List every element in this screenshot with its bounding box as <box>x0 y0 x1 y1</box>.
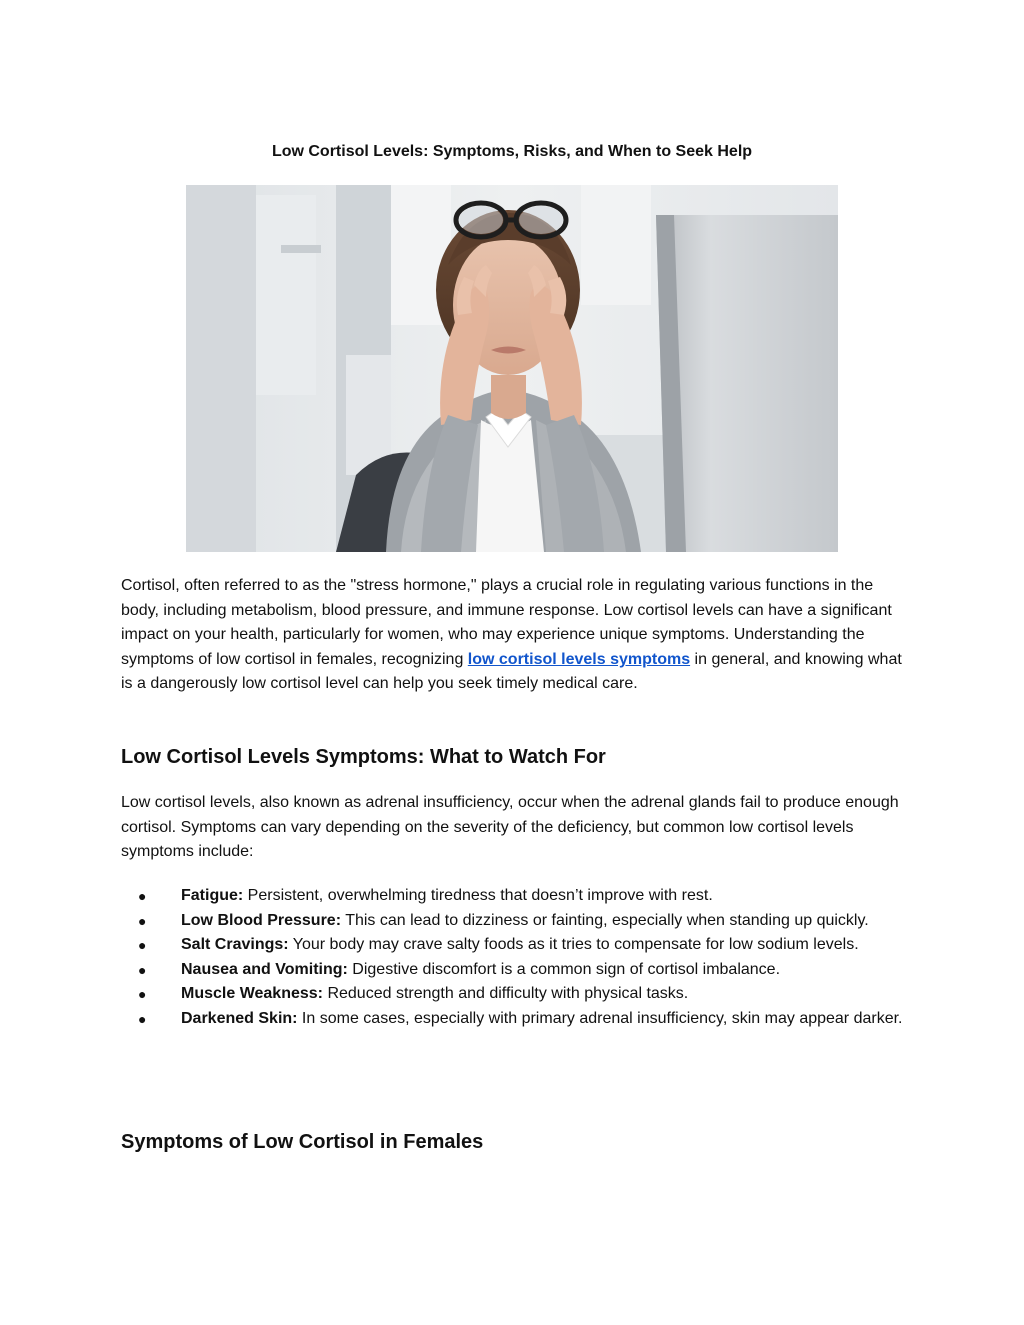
symptoms-list <box>121 884 911 1032</box>
list-item <box>121 982 911 1007</box>
document-title: Low Cortisol Levels: Symptoms, Risks, and When to Seek Help <box>271 143 753 160</box>
section-heading-females: Symptoms of Low Cortisol in Females <box>121 1131 484 1153</box>
bullet-icon: ● <box>138 912 147 929</box>
symptom-term: Darkened Skin: <box>181 1009 298 1027</box>
symptom-term: Fatigue: <box>181 887 244 904</box>
symptom-term: Nausea and Vomiting: <box>181 960 348 978</box>
symptom-description: Digestive discomfort is a common sign of cortisol imbalance. <box>347 960 781 978</box>
bullet-icon: ● <box>138 986 147 1003</box>
bullet-icon: ● <box>138 1010 147 1027</box>
intro-paragraph <box>121 574 911 697</box>
symptom-description: Reduced strength and difficulty with physical tasks. <box>323 985 689 1003</box>
bullet-icon: ● <box>138 888 147 904</box>
symptom-term: Salt Cravings: <box>181 936 289 954</box>
tired-woman-illustration <box>186 185 838 552</box>
low-cortisol-symptoms-link[interactable]: low cortisol levels symptoms <box>467 650 691 668</box>
list-item <box>121 933 911 958</box>
intro-text-before-link: Cortisol, often referred to as the "stress hormone," plays a crucial role in regulating various functions in the body, including metabolism, blood pressure, and immune response. Low cortisol levels can have a significant impact on your health, particularly for women, who may experience unique symptoms. Understanding the symptoms of low cortisol in females, recognizing <box>121 577 892 668</box>
bullet-icon: ● <box>138 937 147 954</box>
symptom-description: In some cases, especially with primary adrenal insufficiency, skin may appear darker. <box>297 1009 903 1027</box>
symptom-description: Persistent, overwhelming tiredness that doesn’t improve with rest. <box>243 887 713 904</box>
list-item <box>121 884 911 909</box>
intro-text-after-link: in general, and knowing what is a dangerously low cortisol level can help you seek timely medical care. <box>121 650 902 693</box>
symptom-description: Your body may crave salty foods as it tries to compensate for low sodium levels. <box>288 936 859 954</box>
symptom-term: Low Blood Pressure: <box>181 911 342 929</box>
section-heading-what-to-watch: Low Cortisol Levels Symptoms: What to Watch For <box>121 746 606 768</box>
list-item <box>121 958 911 983</box>
list-item <box>121 909 911 934</box>
symptom-term: Muscle Weakness: <box>181 985 323 1003</box>
hero-photo <box>186 185 838 552</box>
list-item <box>121 1007 911 1032</box>
bullet-icon: ● <box>138 961 147 978</box>
section-paragraph: Low cortisol levels, also known as adrenal insufficiency, occur when the adrenal glands fail to produce enough cortisol. Symptoms can vary depending on the severity of the deficiency, but common low cortisol levels symptoms include: <box>121 794 899 861</box>
symptom-description: This can lead to dizziness or fainting, especially when standing up quickly. <box>341 911 869 929</box>
